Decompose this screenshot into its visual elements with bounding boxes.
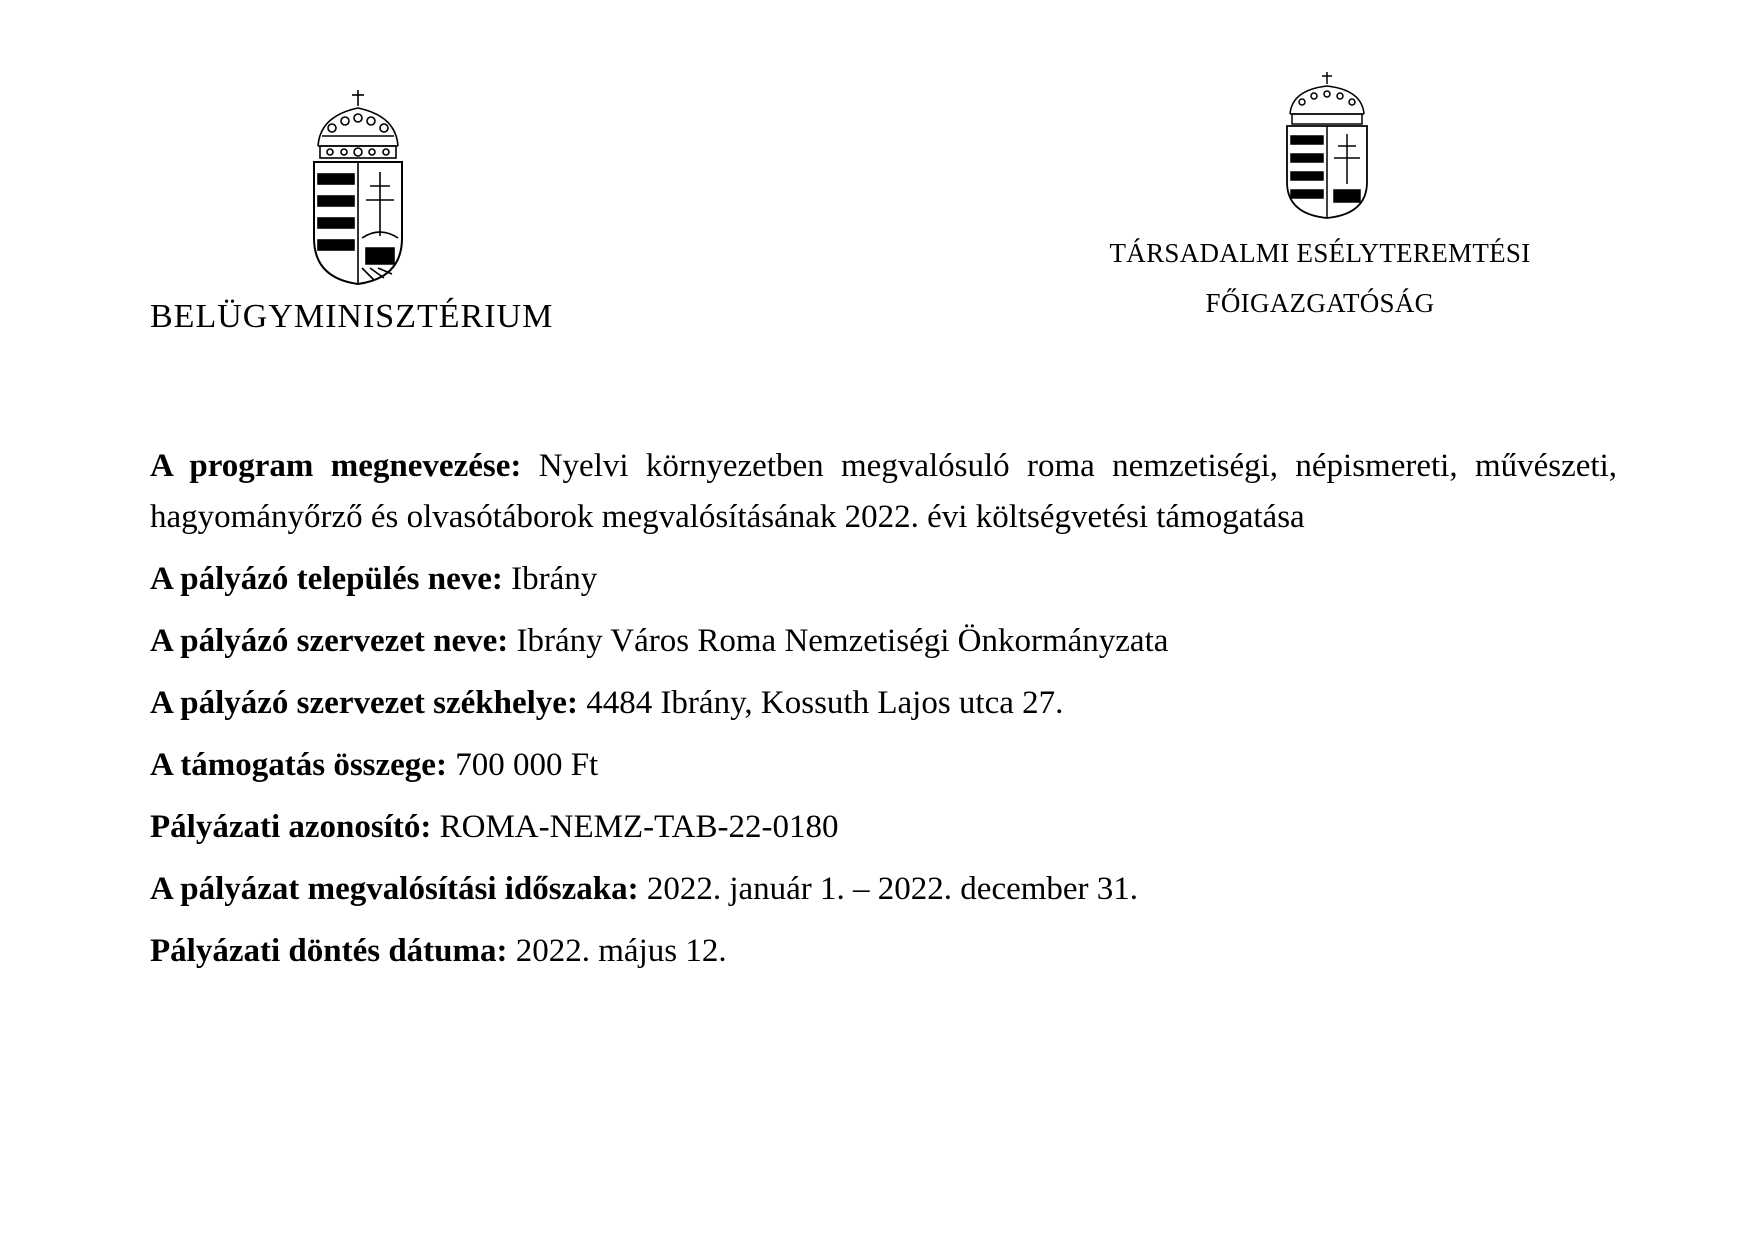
field-label: Pályázati azonosító: [150, 809, 432, 845]
field-value: 700 000 Ft [455, 747, 599, 783]
field-value: Ibrány Város Roma Nemzetiségi Önkormányzata [516, 623, 1169, 659]
field-organization-name [150, 616, 1617, 667]
field-label: Pályázati döntés dátuma: [150, 933, 508, 969]
field-application-id [150, 802, 1617, 853]
field-value: ROMA-NEMZ-TAB-22-0180 [439, 809, 839, 845]
field-grant-amount [150, 740, 1617, 791]
field-value: 2022. május 12. [515, 933, 727, 969]
field-value: Ibrány [511, 561, 598, 597]
agency-name-line-2: FŐIGAZGATÓSÁG [1205, 288, 1435, 318]
hungarian-coat-of-arms-icon [1284, 70, 1370, 225]
field-implementation-period [150, 864, 1617, 915]
agency-name-line-1: TÁRSADALMI ESÉLYTEREMTÉSI [1109, 238, 1531, 268]
field-organization-seat [150, 678, 1617, 729]
field-label: A támogatás összege: [150, 747, 447, 783]
field-decision-date [150, 926, 1617, 977]
field-label: A pályázó szervezet neve: [150, 623, 509, 659]
field-label: A pályázó település neve: [150, 561, 503, 597]
field-program-name [150, 441, 1617, 543]
ministry-name: BELÜGYMINISZTÉRIUM [150, 298, 554, 335]
field-value: Nyelvi környezetben megvalósuló roma nemzetiségi, népismereti, művészeti, hagyományőrző és olvasótáborok megvalósításának 2022. évi költségvetési támogatása [150, 448, 1618, 535]
grant-details [150, 441, 1617, 988]
field-label: A pályázat megvalósítási időszaka: [150, 871, 639, 907]
field-label: A pályázó szervezet székhelye: [150, 685, 578, 721]
field-value: 2022. január 1. – 2022. december 31. [646, 871, 1139, 907]
hungarian-coat-of-arms-icon [310, 88, 406, 291]
field-value: 4484 Ibrány, Kossuth Lajos utca 27. [586, 685, 1064, 721]
field-settlement-name [150, 554, 1617, 605]
field-label: A program megnevezése: [150, 448, 522, 484]
